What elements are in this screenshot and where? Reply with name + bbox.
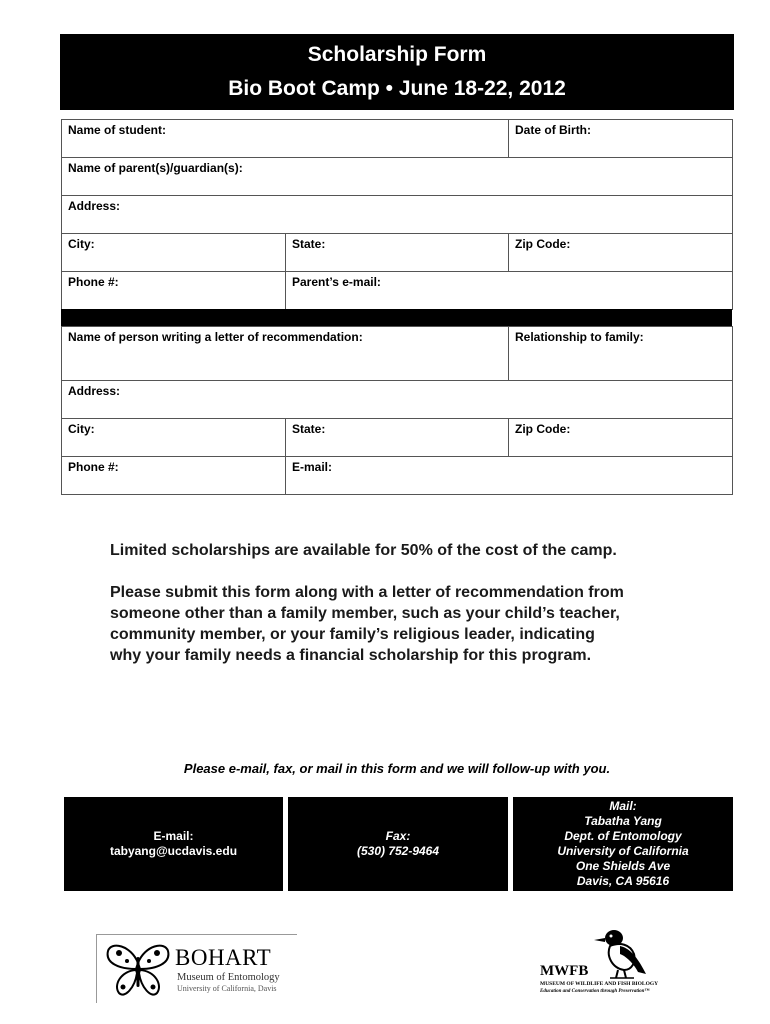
mwfb-logo: MWFB MUSEUM OF WILDLIFE AND FISH BIOLOGY Education and Conservation through Preservation™ [538,920,688,1010]
student-address-field[interactable]: Address: [62,196,733,234]
form-title: Scholarship Form [307,43,487,66]
relationship-field[interactable]: Relationship to family: [509,327,733,381]
submission-instructions: Please submit this form along with a letter of recommendation from someone other than a family member, such as your child’s teacher, community member, or your family’s religious leader, indicating why your family needs a financial scholarship for this program. [110,584,624,664]
form-header [60,34,734,110]
email-contact-box: E-mail: tabyang@ucdavis.edu [64,797,283,891]
mail-contact-box: Mail: Tabatha Yang Dept. of Entomology University of California One Shields Ave Davis, CA 95616 [513,797,733,891]
date-of-birth-field[interactable]: Date of Birth: [509,120,733,158]
student-state-field[interactable]: State: [286,234,509,272]
recommender-email-field[interactable]: E-mail: [286,457,733,495]
recommender-zip-field[interactable]: Zip Code: [509,419,733,457]
student-zip-field[interactable]: Zip Code: [509,234,733,272]
follow-up-note: Please e-mail, fax, or mail in this form and we will follow-up with you. [183,761,611,776]
section-divider [61,309,732,326]
bohart-logo: BOHART Museum of Entomology University of California, Davis [96,934,297,1003]
fax-number: (530) 752-9464 [356,844,440,858]
recommender-state-field[interactable]: State: [286,419,509,457]
form-subtitle: Bio Boot Camp • June 18-22, 2012 [228,77,566,100]
recommender-name-field[interactable]: Name of person writing a letter of recommendation: [62,327,509,381]
recommender-info-table [61,326,733,495]
parent-guardian-field[interactable]: Name of parent(s)/guardian(s): [62,158,733,196]
recommender-phone-field[interactable]: Phone #: [62,457,286,495]
bird-icon [590,920,650,980]
email-address[interactable]: tabyang@ucdavis.edu [109,844,238,858]
student-city-field[interactable]: City: [62,234,286,272]
student-phone-field[interactable]: Phone #: [62,272,286,310]
recommender-city-field[interactable]: City: [62,419,286,457]
butterfly-icon [105,941,171,999]
parent-email-field[interactable]: Parent’s e-mail: [286,272,733,310]
fax-contact-box: Fax: (530) 752-9464 [288,797,508,891]
recommender-address-field[interactable]: Address: [62,381,733,419]
student-name-field[interactable]: Name of student: [62,120,509,158]
student-info-table [61,119,733,310]
scholarship-info: Limited scholarships are available for 50% of the cost of the camp. [110,542,617,559]
